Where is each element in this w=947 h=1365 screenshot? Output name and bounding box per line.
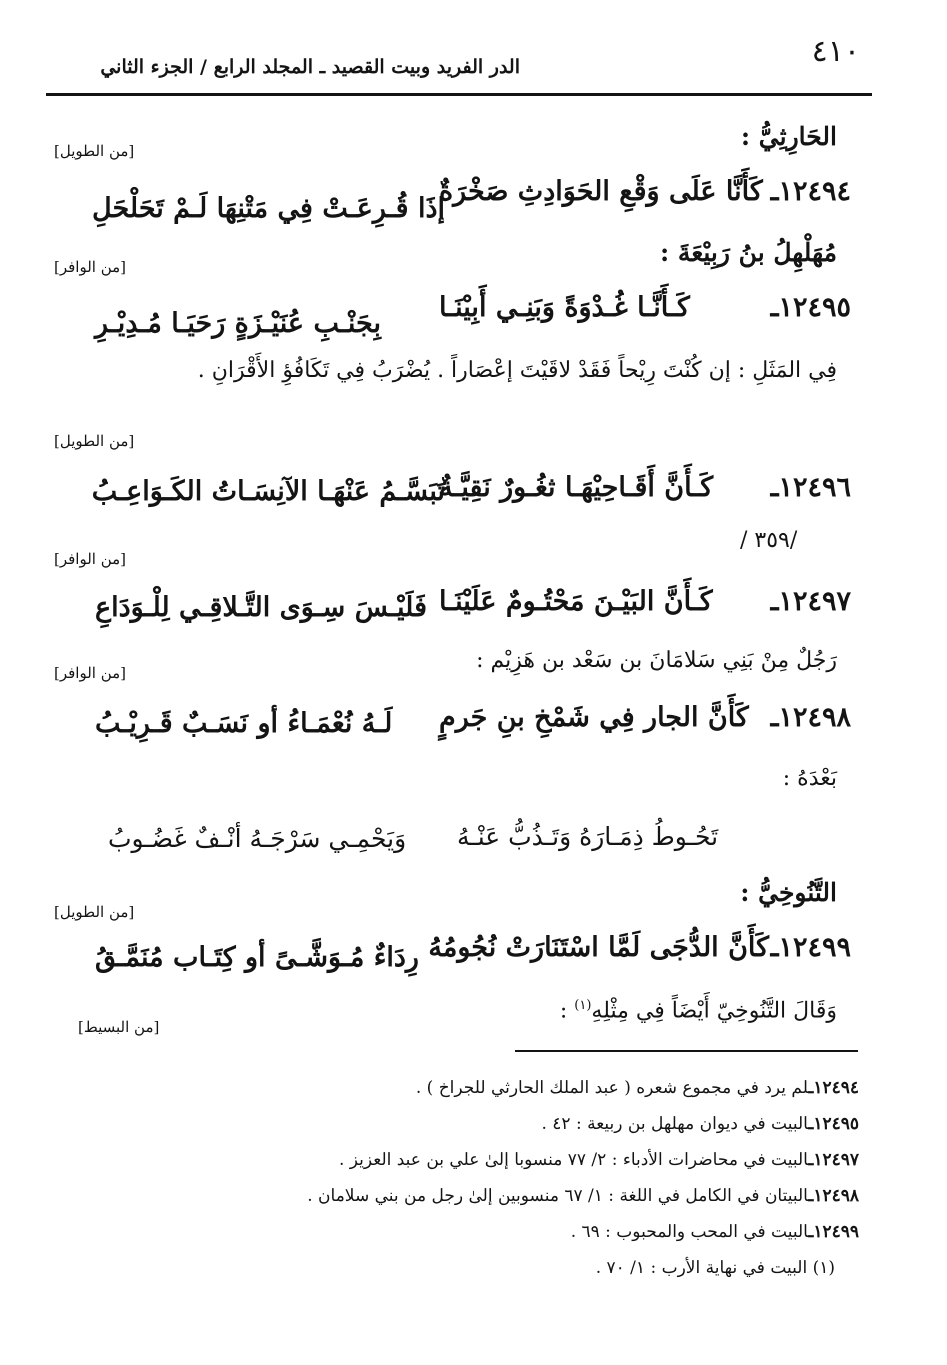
verse-hemistich-right: كَأَنَّ الدُّجَى لَمَّا اسْتَنَارَتْ نُجُومُهُ <box>428 932 769 963</box>
verse-number: ١٢٤٩٧ـ <box>770 586 851 617</box>
meter-label: [من الوافر] <box>54 258 127 276</box>
footnote-ref: (١) <box>574 998 592 1013</box>
footnote-number: (١) <box>812 1258 835 1278</box>
footnote-number: ١٢٤٩٥ـ <box>808 1114 859 1134</box>
footnote <box>307 1186 859 1206</box>
verse-number: ١٢٤٩٩ـ <box>770 932 851 963</box>
verse-number: ١٢٤٩٨ـ <box>770 702 851 733</box>
footnote <box>339 1150 859 1170</box>
poet-name: رَجُلٌ مِنْ بَنِي سَلامَانَ بن سَعْد بن هَزِيْم : <box>476 648 837 673</box>
meter-label: [من الطويل] <box>54 432 135 450</box>
verse-hemistich-right: كَأَنَّا عَلَى وَقْعِ الحَوَادِثِ صَخْرَةٌ <box>439 176 763 207</box>
footnote-number: ١٢٤٩٨ـ <box>808 1186 859 1206</box>
footnote-rule <box>515 1050 858 1052</box>
footnote-number: ١٢٤٩٧ـ <box>808 1150 859 1170</box>
footnote-text: البيت في نهاية الأرب : ١/ ٧٠ . <box>595 1258 808 1278</box>
footnote <box>416 1078 859 1098</box>
footnote <box>571 1222 859 1242</box>
meter-label: [من الطويل] <box>54 142 135 160</box>
verse-number: ١٢٤٩٤ـ <box>770 176 851 207</box>
footnote-text: البيتان في الكامل في اللغة : ١/ ٦٧ منسوبين إلىٰ رجل من بني سلامان . <box>307 1186 809 1206</box>
poet-name: الحَارِثِيُّ : <box>740 122 837 151</box>
poet-name: مُهَلْهِلُ بنُ رَبِيْعَةَ : <box>659 238 837 267</box>
poet-name: التَّنُوخِيُّ : <box>740 878 837 907</box>
meter-label: [من الوافر] <box>54 664 127 682</box>
verse-hemistich-left: إذَا قُـرِعَـتْ فِي مَتْنِهَا لَـمْ تَحَلْحَلِ <box>92 193 445 224</box>
page-number: ٤١٠ <box>811 34 860 69</box>
verse-hemistich-left: وَيَحْمِـي سَرْجَـهُ أنْـفٌ غَضُـوبُ <box>108 824 407 853</box>
after-label: بَعْدَهُ : <box>782 766 837 791</box>
verse-hemistich-right: تَحُـوطُ ذِمَـارَهُ وَتَـذُبُّ عَنْـهُ <box>457 822 719 851</box>
verse-number: ١٢٤٩٦ـ <box>770 472 851 503</box>
verse-hemistich-left: رِدَاءٌ مُـوَشَّـىً أو كِتَـاب مُنَمَّـقُ <box>95 942 419 973</box>
meter-label: [من الطويل] <box>54 903 135 921</box>
footnote <box>541 1114 859 1134</box>
verse-hemistich-left: تَبَسَّـمُ عَنْهَـا الآنِسَـاتُ الكَـوَاعِـبُ <box>91 476 445 507</box>
footnote-text: البيت في محاضرات الأدباء : ٢/ ٧٧ منسوبا إلىٰ علي بن عبد العزيز . <box>338 1150 809 1170</box>
footnote-number: ١٢٤٩٤ـ <box>808 1078 859 1098</box>
footnote-number: ١٢٤٩٩ـ <box>808 1222 859 1242</box>
verse-hemistich-right: كَأَنَّ الجار فِي شَمْخِ بنِ جَرمٍ <box>439 702 749 733</box>
footnote-text: لم يرد في مجموع شعره ( عبد الملك الحارثي للجراخ ) . <box>415 1078 809 1098</box>
proverb-text: فِي المَثَلِ : إن كُنْتَ رِيْحاً فَقَدْ لاقَيْتَ إعْصَاراً . يُضْرَبُ فِي تَكَافُؤِ الأَقْرَانِ . <box>197 358 837 383</box>
closing-line <box>560 998 837 1023</box>
verse-hemistich-left: بِجَنْـبِ عُنَيْـزَةٍ رَحَيَـا مُـدِيْـرِ <box>95 308 381 339</box>
verse-hemistich-left: فَلَيْـسَ سِـوَى التَّـلاقِـي لِلْـوَدَاعِ <box>95 592 428 623</box>
header-rule <box>46 93 872 96</box>
verse-hemistich-left: لَـهُ نُعْمَـاءُ أو نَسَـبٌ قَـرِيْـبُ <box>95 708 393 739</box>
footnote-text: البيت في ديوان مهلهل بن ربيعة : ٤٢ . <box>541 1114 809 1134</box>
verse-hemistich-right: كَـأَنَّ البَيْـنَ مَحْتُـومٌ عَلَيْنَـا <box>439 586 713 617</box>
folio-mark: / ٣٥٩/ <box>740 528 798 553</box>
footnote <box>596 1258 835 1278</box>
verse-number: ١٢٤٩٥ـ <box>770 292 851 323</box>
running-title: الدر الفريد وبيت القصيد ـ المجلد الرابع / الجزء الثاني <box>100 56 520 78</box>
meter-label: [من البسيط] <box>78 1018 160 1036</box>
verse-hemistich-right: كَـأَنَّ أَقَـاحِيْهَـا ثغُـورٌ نَقِيَّـةٌ <box>439 472 714 503</box>
footnote-text: البيت في المحب والمحبوب : ٦٩ . <box>570 1222 809 1242</box>
closing-text: وَقَالَ التَّنُوخِيّ أَيْضَاً فِي مِثْلِهِ <box>591 998 837 1024</box>
closing-colon: : <box>559 998 575 1024</box>
meter-label: [من الوافر] <box>54 550 127 568</box>
verse-hemistich-right: كَـأَنَّـا غُـدْوَةً وَبَنِـي أَبِيْنَـا <box>439 292 690 323</box>
